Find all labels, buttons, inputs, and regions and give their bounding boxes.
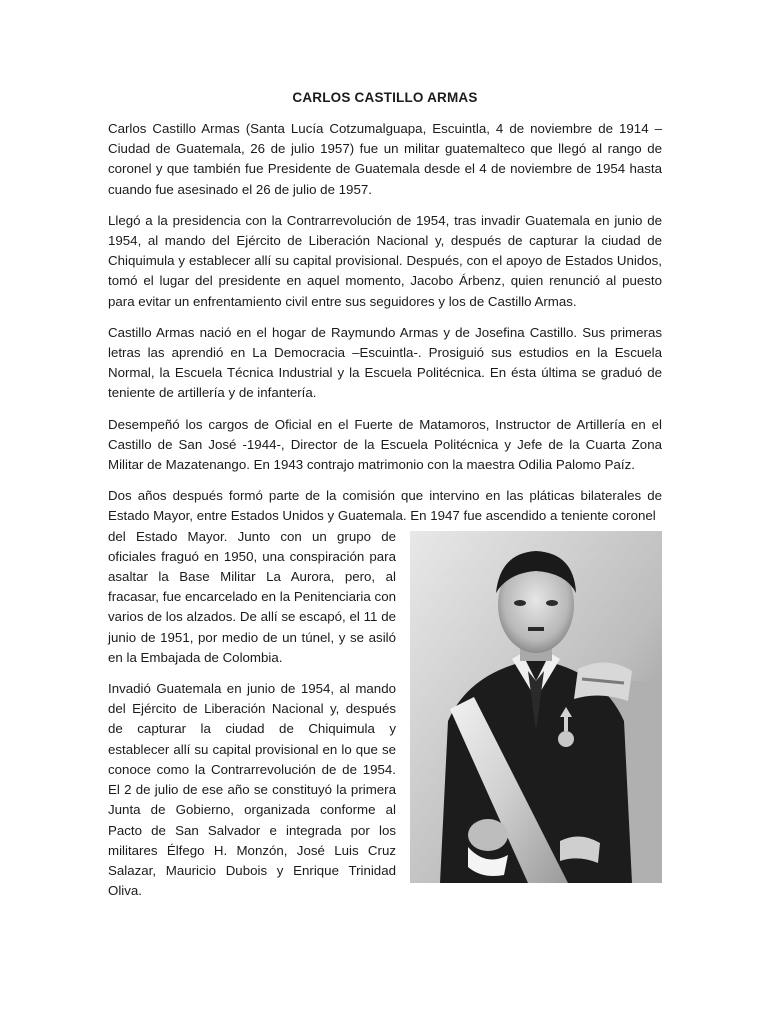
paragraph-commission: Dos años después formó parte de la comisión que intervino en las pláticas bilaterales de Estado Mayor, entre Estados Unidos y Guatemala. En 1947 fue ascendido a teniente coronel [108,488,662,524]
document-page [108,88,662,912]
portrait-photo [410,531,662,883]
document-title: CARLOS CASTILLO ARMAS [292,90,478,105]
portrait-photo-graphic [410,531,662,883]
paragraph-presidency: Llegó a la presidencia con la Contrarrevolución de 1954, tras invadir Guatemala en junio de 1954, al mando del Ejército de Liberación Nacional y, después de capturar la ciudad de Chiquimula y establecer allí su capital provisional. Después, con el apoyo de Estados Unidos, tomó el lugar del presidente en aquel momento, Jacobo Árbenz, quien renunció al puesto para evitar un enfrentamiento civil entre sus seguidores y los de Castillo Armas. [108,212,662,309]
paragraph-invasion: Invadió Guatemala en junio de 1954, al mando del Ejército de Liberación Nacional y, después de capturar la ciudad de Chiquimula y establecer allí su capital provisional en lo que se conoce como la Contrarrevolución de de 1954. El 2 de julio de ese año se constituyó la primera Junta de Gobierno, organizada conforme al Pacto de San Salvador e integrada por los militares Élfego H. Monzón, José Luis Cruz Salazar, Mauricio Dubois y Enrique Trinidad Oliva. [108,681,396,899]
paragraph-conspiracy: del Estado Mayor. Junto con un grupo de oficiales fraguó en 1950, una conspiración para asaltar la Base Militar La Aurora, pero, al fracasar, fue encarcelado en la Penitenciaria con varios de los alzados. De allí se escapó, el 11 de junio de 1951, por medio de un túnel, y se asiló en la Embajada de Colombia. [108,528,396,665]
photo-wrap-section [108,527,662,902]
paragraph-early-life: Castillo Armas nació en el hogar de Raymundo Armas y de Josefina Castillo. Sus primeras letras las aprendió en La Democracia –Escuintla-. Prosiguió sus estudios en la Escuela Normal, la Escuela Técnica Industrial y la Escuela Politécnica. En ésta última se graduó de teniente de artillería y de infantería. [108,324,662,401]
paragraph-biography-intro: Carlos Castillo Armas (Santa Lucía Cotzumalguapa, Escuintla, 4 de noviembre de 1914 – Ciudad de Guatemala, 26 de julio 1957) fue un militar guatemalteco que llegó al rango de coronel y que también fue Presidente de Guatemala desde el 4 de noviembre de 1954 hasta cuando fue asesinado el 26 de julio de 1957. [108,121,662,197]
paragraph-military-posts: Desempeñó los cargos de Oficial en el Fuerte de Matamoros, Instructor de Artillería en el Castillo de San José -1944-, Director de la Escuela Politécnica y Jefe de la Cuarta Zona Militar de Mazatenango. En 1943 contrajo matrimonio con la maestra Odilia Palomo Paíz. [108,416,662,473]
